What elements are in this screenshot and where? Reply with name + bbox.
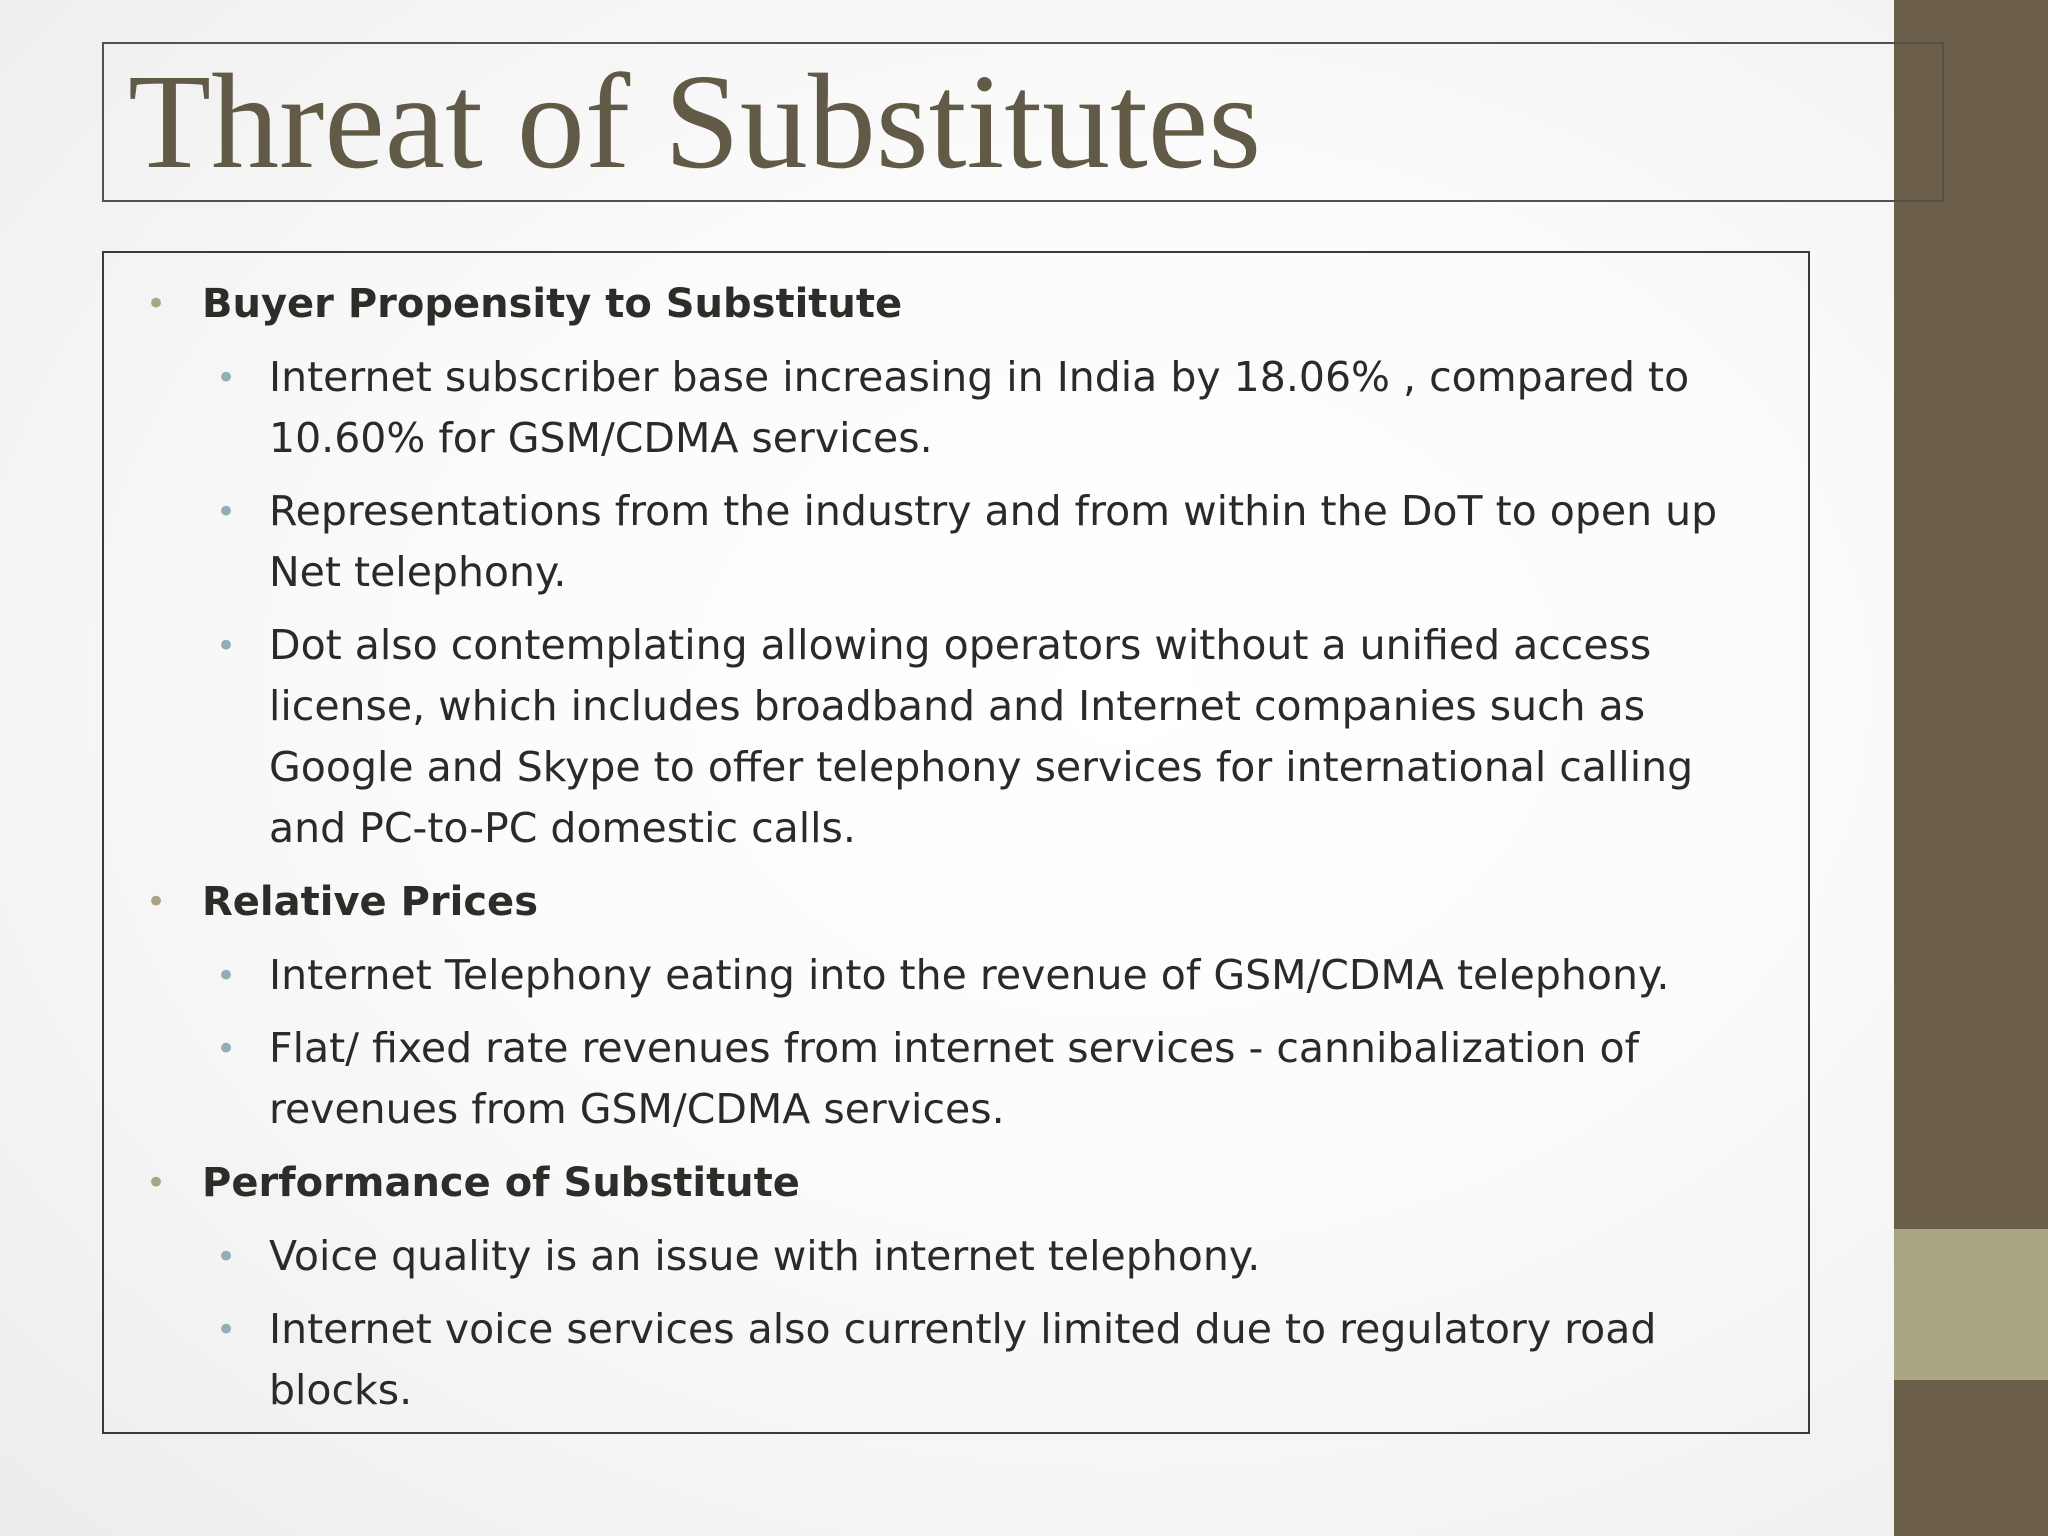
list-item — [104, 347, 1808, 469]
sub-bullet-dot-icon: • — [216, 626, 237, 666]
list-item-text: Representations from the industry and from within the DoT to open up Net telephony. — [269, 487, 1718, 596]
bullet-dot-icon: • — [146, 1163, 167, 1203]
bullet-dot-icon: • — [146, 882, 167, 922]
section-performance — [104, 1152, 1808, 1421]
list-item-text: Dot also contemplating allowing operators without a unified access license, which includes broadband and Internet companies such as Google and Skype to offer telephony services for international calling and PC-to-PC domestic calls. — [269, 621, 1694, 852]
list-item — [104, 1299, 1808, 1421]
list-item-text: Flat/ fixed rate revenues from internet services - cannibalization of revenues from GSM/CDMA services. — [269, 1024, 1640, 1133]
sub-bullet-list — [104, 1226, 1808, 1421]
sub-bullet-dot-icon: • — [216, 1029, 237, 1069]
list-item — [104, 1226, 1808, 1287]
list-item — [104, 1018, 1808, 1140]
list-item-text: Internet voice services also currently limited due to regulatory road blocks. — [269, 1305, 1657, 1414]
section-relative-prices — [104, 871, 1808, 1140]
list-item — [104, 945, 1808, 1006]
side-decoration-accent — [1894, 1229, 2048, 1380]
title-placeholder — [102, 42, 1944, 202]
slide-title: Threat of Substitutes — [128, 47, 1262, 197]
section-buyer-propensity — [104, 273, 1808, 859]
sub-bullet-dot-icon: • — [216, 1310, 237, 1350]
list-item — [104, 615, 1808, 859]
list-item — [104, 481, 1808, 603]
section-heading: Buyer Propensity to Substitute — [202, 281, 903, 327]
list-item-text: Internet subscriber base increasing in India by 18.06% , compared to 10.60% for GSM/CDMA services. — [269, 353, 1690, 462]
list-item-text: Internet Telephony eating into the revenue of GSM/CDMA telephony. — [269, 951, 1670, 999]
sub-bullet-dot-icon: • — [216, 358, 237, 398]
bullet-list — [104, 273, 1808, 1433]
section-heading: Performance of Substitute — [202, 1160, 800, 1206]
sub-bullet-dot-icon: • — [216, 956, 237, 996]
sub-bullet-dot-icon: • — [216, 1237, 237, 1277]
sub-bullet-list — [104, 347, 1808, 859]
content-placeholder — [102, 251, 1810, 1434]
sub-bullet-list — [104, 945, 1808, 1140]
list-item-text: Voice quality is an issue with internet telephony. — [269, 1232, 1261, 1280]
bullet-dot-icon: • — [146, 284, 167, 324]
sub-bullet-dot-icon: • — [216, 492, 237, 532]
section-heading: Relative Prices — [202, 879, 538, 925]
